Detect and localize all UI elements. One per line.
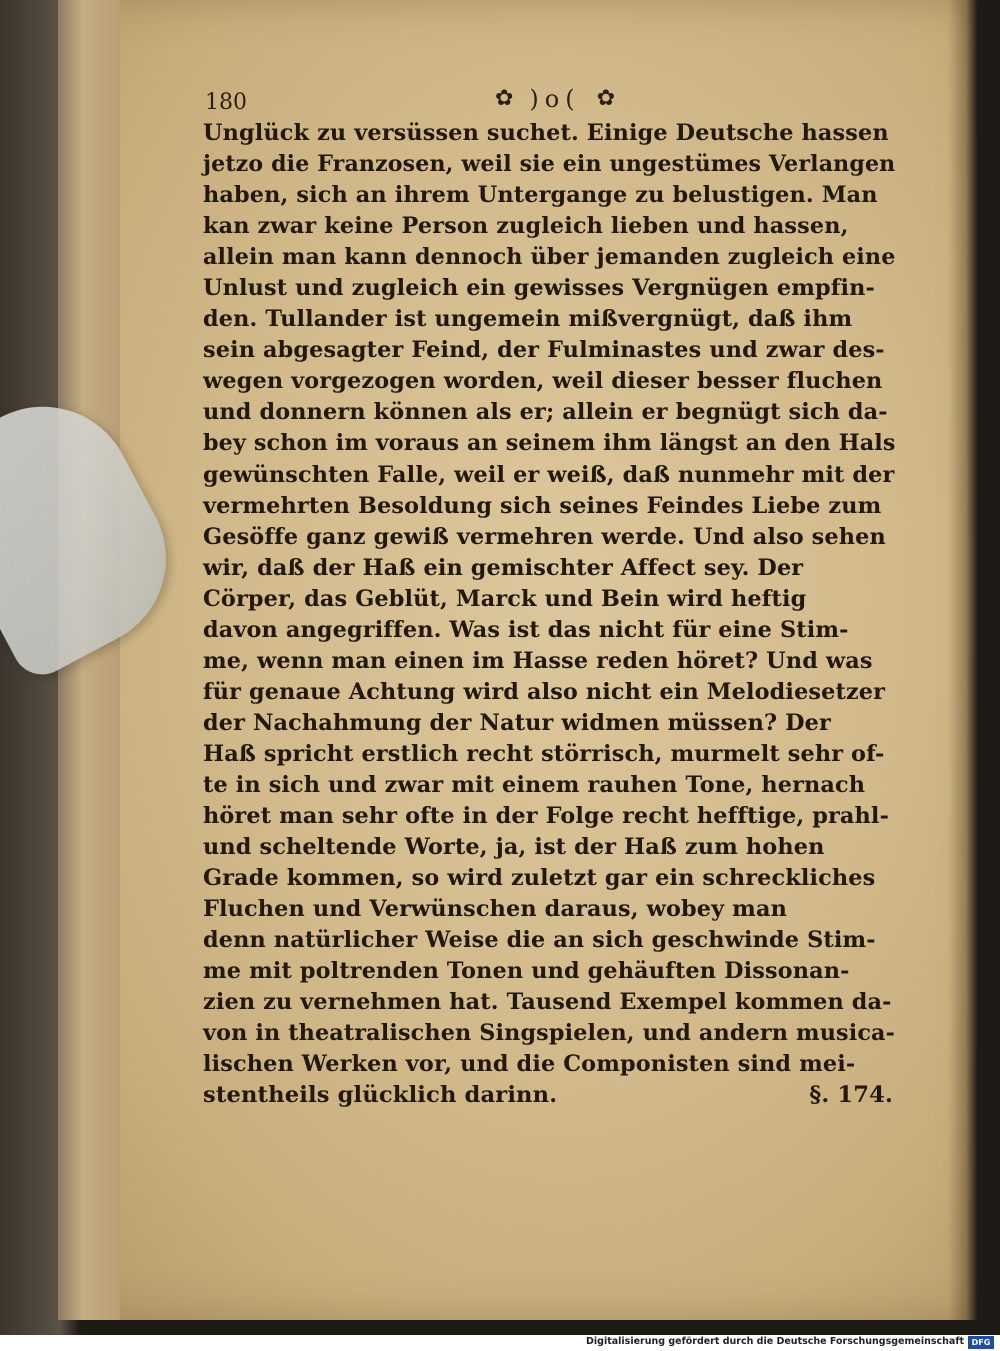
text-line: me mit poltrenden Tonen und gehäuften Dissonan- <box>203 958 850 985</box>
body-text <box>203 118 903 1112</box>
text-line: zien zu vernehmen hat. Tausend Exempel kommen da- <box>203 989 892 1016</box>
text-line: kan zwar keine Person zugleich lieben und hassen, <box>203 213 849 240</box>
text-line: gewünschten Falle, weil er weiß, daß nunmehr mit der <box>203 461 895 488</box>
text-line: Unlust und zugleich ein gewisses Vergnügen empfin- <box>203 275 875 302</box>
page-right-edge-shadow <box>948 0 978 1320</box>
ornament-text: )o( <box>529 85 581 113</box>
page-header <box>205 84 895 118</box>
text-line: me, wenn man einen im Hasse reden höret? Und was <box>203 647 873 674</box>
text-line: denn natürlicher Weise die an sich geschwinde Stim- <box>203 927 876 954</box>
text-line: der Nachahmung der Natur widmen müssen? Der <box>203 709 831 736</box>
text-line: von in theatralischen Singspielen, und andern musica- <box>203 1020 896 1047</box>
text-line: den. Tullander ist ungemein mißvergnügt, daß ihm <box>203 306 853 333</box>
page-number: 180 <box>205 90 247 115</box>
text-line: Cörper, das Geblüt, Marck und Bein wird heftig <box>203 585 807 612</box>
text-line: Fluchen und Verwünschen daraus, wobey man <box>203 896 787 923</box>
text-line: für genaue Achtung wird also nicht ein Melodiesetzer <box>203 678 886 705</box>
text-line: stentheils glücklich darinn. <box>203 1082 558 1109</box>
text-line: te in sich und zwar mit einem rauhen Tone, hernach <box>203 771 866 798</box>
text-line: wegen vorgezogen worden, weil dieser besser fluchen <box>203 368 883 395</box>
text-line: und scheltende Worte, ja, ist der Haß zum hohen <box>203 834 825 861</box>
header-ornament <box>455 84 655 114</box>
text-line: Grade kommen, so wird zuletzt gar ein schreckliches <box>203 865 876 892</box>
text-line: Gesöffe ganz gewiß vermehren werde. Und also sehen <box>203 523 886 550</box>
text-line: davon angegriffen. Was ist das nicht für eine Stim- <box>203 616 849 643</box>
text-line: allein man kann dennoch über jemanden zugleich eine <box>203 244 896 271</box>
text-line: bey schon im voraus an seinem ihm längst an den Hals <box>203 430 896 457</box>
funding-credit: Digitalisierung gefördert durch die Deutsche Forschungsgemeinschaft <box>586 1336 964 1347</box>
text-line: Unglück zu versüssen suchet. Einige Deutsche hassen <box>203 120 889 146</box>
flower-ornament-icon: ✿ <box>596 86 616 111</box>
text-line: wir, daß der Haß ein gemischter Affect sey. Der <box>203 554 804 581</box>
text-line: sein abgesagter Feind, der Fulminastes und zwar des- <box>203 337 885 364</box>
text-line: und donnern können als er; allein er begnügt sich da- <box>203 399 888 426</box>
digitization-footer <box>0 1335 1000 1351</box>
text-line: lischen Werken vor, und die Componisten sind mei- <box>203 1051 856 1078</box>
text-line: höret man sehr ofte in der Folge recht hefftige, prahl- <box>203 803 889 830</box>
text-line: jetzo die Franzosen, weil sie ein ungestümes Verlangen <box>203 151 896 178</box>
text-line: Haß spricht erstlich recht störrisch, murmelt sehr of- <box>203 740 885 767</box>
dfg-logo: DFG <box>968 1336 994 1349</box>
text-line: vermehrten Besoldung sich seines Feindes Liebe zum <box>203 492 882 519</box>
text-line: haben, sich an ihrem Untergange zu belustigen. Man <box>203 182 878 209</box>
last-line <box>203 1080 893 1111</box>
flower-ornament-icon: ✿ <box>494 86 514 111</box>
catchword: §. 174. <box>809 1082 893 1109</box>
